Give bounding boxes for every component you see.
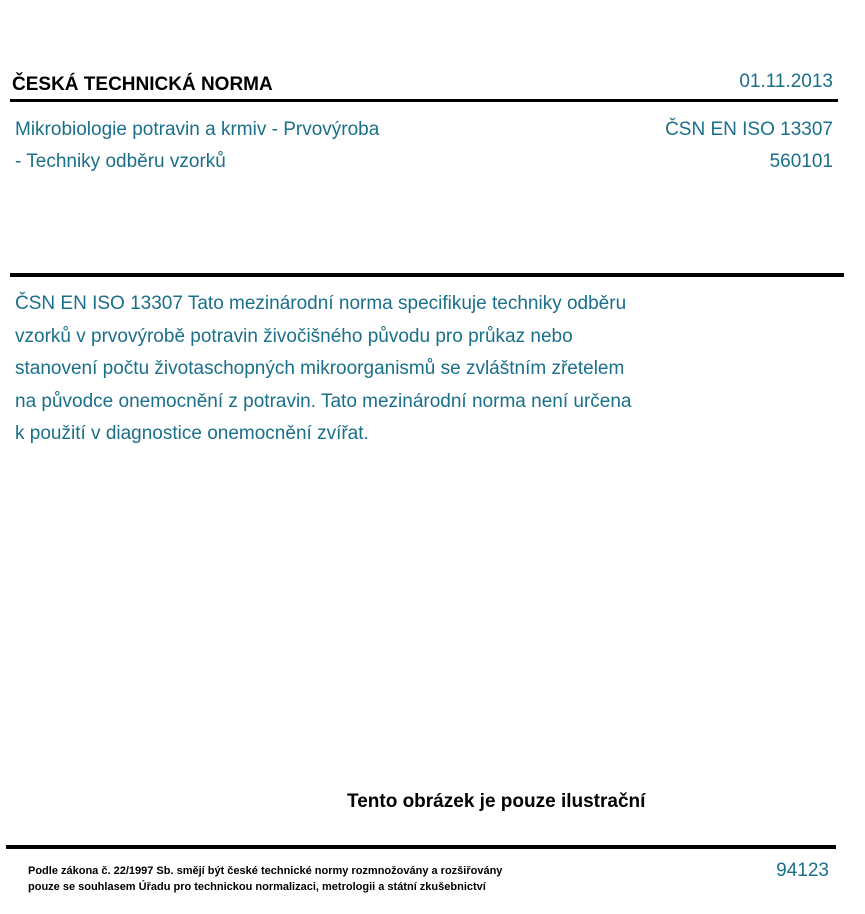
abstract-text — [15, 288, 735, 451]
title-line: - Techniky odběru vzorků — [15, 151, 226, 172]
legal-notice — [28, 863, 502, 895]
abstract-line: ČSN EN ISO 13307 Tato mezinárodní norma specifikuje techniky odběru — [15, 293, 627, 314]
legal-line: pouze se souhlasem Úřadu pro technickou normalizaci, metrologii a státní zkušebnictví — [28, 881, 486, 893]
title-line: Mikrobiologie potravin a krmiv - Prvovýroba — [15, 119, 380, 140]
top-divider — [10, 99, 838, 102]
abstract-line: k použití v diagnostice onemocnění zvířat. — [15, 423, 369, 444]
publication-date: 01.11.2013 — [739, 71, 833, 92]
class-number: 560101 — [769, 151, 833, 172]
standard-code: ČSN EN ISO 13307 — [665, 119, 833, 140]
catalog-number: 94123 — [776, 860, 829, 881]
abstract-line: na původce onemocnění z potravin. Tato mezinárodní norma není určena — [15, 390, 632, 412]
illustrative-notice: Tento obrázek je pouze ilustrační — [347, 791, 646, 812]
document-codes — [665, 114, 833, 178]
legal-line: Podle zákona č. 22/1997 Sb. smějí být české technické normy rozmnožovány a rozšiřovány — [28, 865, 503, 877]
abstract-line: stanovení počtu životaschopných mikroorganismů se zvláštním zřetelem — [15, 358, 625, 379]
middle-divider — [10, 273, 844, 277]
bottom-divider — [6, 845, 836, 849]
abstract-line: vzorků v prvovýrobě potravin živočišného původu pro průkaz nebo — [15, 325, 573, 347]
document-title — [15, 114, 379, 178]
document-type-heading: ČESKÁ TECHNICKÁ NORMA — [12, 74, 273, 95]
